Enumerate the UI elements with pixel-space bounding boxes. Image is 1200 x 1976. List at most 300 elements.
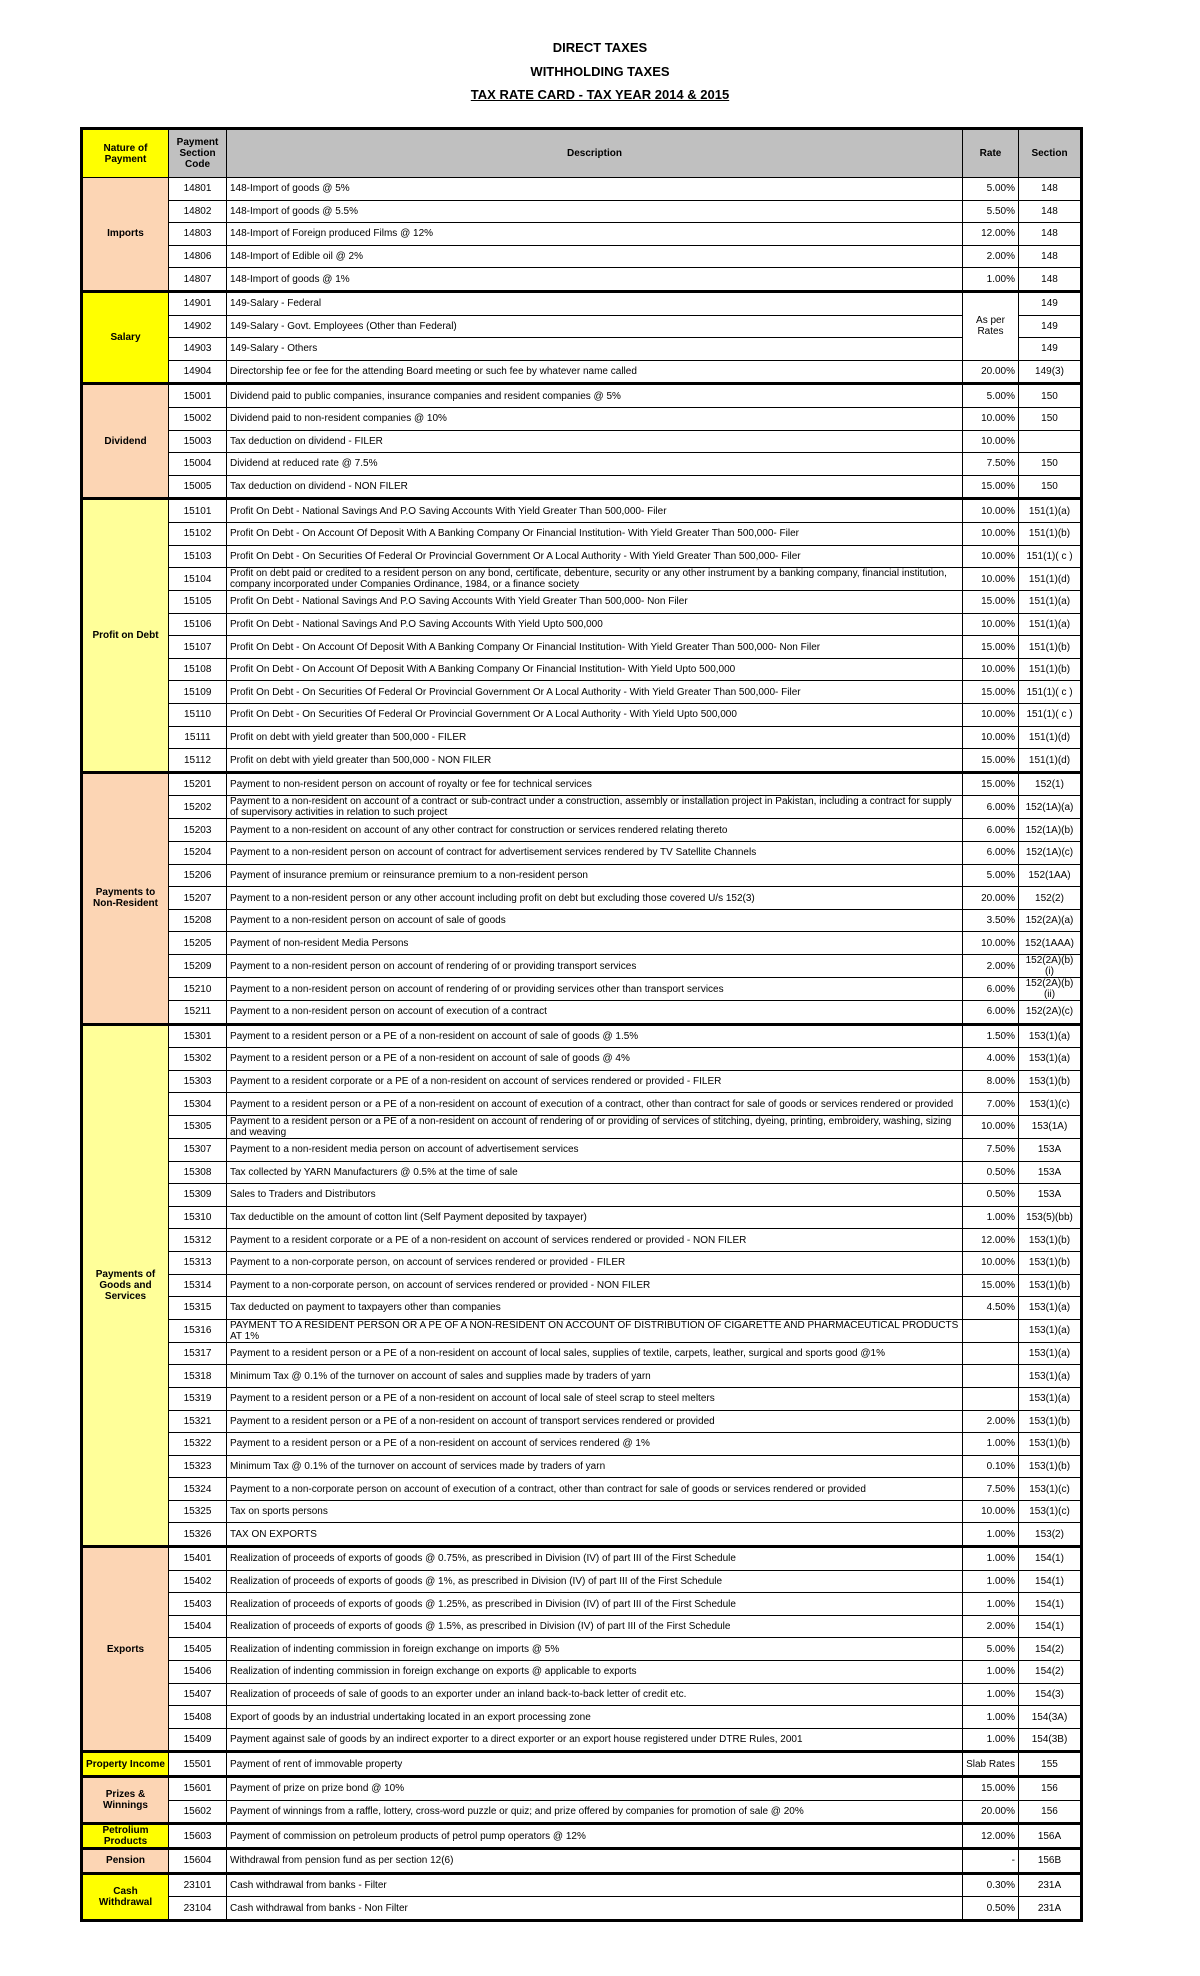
section-cell: 150: [1019, 407, 1082, 430]
section-cell: 149(3): [1019, 360, 1082, 384]
rate-cell: 1.00%: [963, 1683, 1019, 1706]
section-cell: 153(1)(c): [1019, 1500, 1082, 1523]
payment-code: 15403: [169, 1593, 227, 1616]
description-cell: Profit On Debt - National Savings And P.O Saving Accounts With Yield Greater Than 500,000- Non Filer: [227, 591, 963, 614]
description-cell: 148-Import of Foreign produced Films @ 12%: [227, 223, 963, 246]
section-cell: 148: [1019, 200, 1082, 223]
payment-code: 15314: [169, 1274, 227, 1297]
table-row: [82, 772, 1082, 796]
section-cell: 152(1A)(b): [1019, 819, 1082, 842]
table-row: [82, 636, 1082, 659]
section-cell: 148: [1019, 223, 1082, 246]
description-cell: Profit On Debt - National Savings And P.O Saving Accounts With Yield Greater Than 500,000- Filer: [227, 499, 963, 523]
description-cell: Minimum Tax @ 0.1% of the turnover on account of services made by traders of yarn: [227, 1455, 963, 1478]
table-row: [82, 1274, 1082, 1297]
payment-code: 14904: [169, 360, 227, 384]
rate-cell: 1.00%: [963, 1547, 1019, 1571]
payment-code: 15207: [169, 887, 227, 910]
table-row: [82, 291, 1082, 315]
section-cell: 152(2A)(c): [1019, 1001, 1082, 1025]
section-cell: 153(1)(a): [1019, 1297, 1082, 1320]
table-body: [82, 178, 1082, 1921]
title-rate-card: TAX RATE CARD - TAX YEAR 2014 & 2015: [470, 87, 730, 102]
section-cell: 153(1A): [1019, 1115, 1082, 1138]
rate-cell: 10.00%: [963, 658, 1019, 681]
table-row: [82, 1824, 1082, 1849]
payment-code: 15404: [169, 1615, 227, 1638]
description-cell: Payment to a resident corporate or a PE of a non-resident on account of services rendered or provided - FILER: [227, 1070, 963, 1093]
table-row: [82, 1410, 1082, 1433]
rate-cell: 10.00%: [963, 726, 1019, 749]
group-label: Payments to Non-Resident: [82, 772, 169, 1024]
table-row: [82, 568, 1082, 591]
payment-code: 15206: [169, 864, 227, 887]
rate-cell: 6.00%: [963, 819, 1019, 842]
group-label: Pension: [82, 1849, 169, 1874]
payment-code: 15407: [169, 1683, 227, 1706]
rate-cell: 15.00%: [963, 1274, 1019, 1297]
rate-cell: Slab Rates: [963, 1752, 1019, 1777]
section-cell: 153(1)(b): [1019, 1251, 1082, 1274]
table-row: [82, 1728, 1082, 1752]
rate-cell: 0.50%: [963, 1184, 1019, 1207]
rate-cell: [963, 1387, 1019, 1410]
rate-cell: 1.00%: [963, 1433, 1019, 1456]
description-cell: 148-Import of goods @ 5.5%: [227, 200, 963, 223]
section-cell: 156A: [1019, 1824, 1082, 1849]
table-row: [82, 200, 1082, 223]
table-row: [82, 932, 1082, 955]
payment-code: 23101: [169, 1873, 227, 1897]
rate-cell: 2.00%: [963, 955, 1019, 978]
rate-cell: 7.50%: [963, 1138, 1019, 1161]
rate-cell: 1.00%: [963, 1706, 1019, 1729]
rate-cell: 6.00%: [963, 978, 1019, 1001]
payment-code: 14903: [169, 338, 227, 361]
table-row: [82, 1229, 1082, 1252]
table-row: [82, 1478, 1082, 1501]
description-cell: Tax collected by YARN Manufacturers @ 0.5% at the time of sale: [227, 1161, 963, 1184]
rate-cell: 12.00%: [963, 1824, 1019, 1849]
rate-cell: 15.00%: [963, 749, 1019, 773]
payment-code: 15201: [169, 772, 227, 796]
description-cell: Payment to a non-resident person on account of rendering of or providing transport services: [227, 955, 963, 978]
payment-code: 15325: [169, 1500, 227, 1523]
section-cell: 153(1)(c): [1019, 1478, 1082, 1501]
rate-cell: 7.50%: [963, 453, 1019, 476]
table-row: [82, 1342, 1082, 1365]
table-row: [82, 384, 1082, 408]
table-row: [82, 1661, 1082, 1684]
table-row: [82, 245, 1082, 268]
description-cell: Payment of non-resident Media Persons: [227, 932, 963, 955]
table-row: [82, 1570, 1082, 1593]
description-cell: 148-Import of goods @ 5%: [227, 178, 963, 201]
section-cell: 149: [1019, 315, 1082, 338]
section-cell: 156: [1019, 1800, 1082, 1824]
section-cell: 153(1)(c): [1019, 1093, 1082, 1116]
section-cell: 153(1)(b): [1019, 1229, 1082, 1252]
description-cell: Payment of insurance premium or reinsurance premium to a non-resident person: [227, 864, 963, 887]
section-cell: 154(1): [1019, 1615, 1082, 1638]
payment-code: 15209: [169, 955, 227, 978]
rate-cell: 6.00%: [963, 1001, 1019, 1025]
section-cell: 148: [1019, 178, 1082, 201]
description-cell: Payment to a resident person or a PE of a non-resident on account of sale of goods @ 4%: [227, 1048, 963, 1071]
table-row: [82, 1638, 1082, 1661]
payment-code: 15003: [169, 430, 227, 453]
table-row: [82, 796, 1082, 819]
table-row: [82, 1849, 1082, 1874]
description-cell: Payment to a resident person or a PE of a non-resident on account of execution of a contract, other than contract for sale of goods or services rendered or provided: [227, 1093, 963, 1116]
description-cell: Tax deduction on dividend - FILER: [227, 430, 963, 453]
description-cell: Realization of proceeds of exports of goods @ 1%, as prescribed in Division (IV) of part III of the First Schedule: [227, 1570, 963, 1593]
rate-cell: 10.00%: [963, 932, 1019, 955]
table-row: [82, 1897, 1082, 1921]
rate-cell: 15.00%: [963, 636, 1019, 659]
payment-code: 15603: [169, 1824, 227, 1849]
rate-cell: 1.00%: [963, 1728, 1019, 1752]
section-cell: 153(1)(a): [1019, 1319, 1082, 1342]
description-cell: Profit On Debt - On Securities Of Federal Or Provincial Government Or A Local Authority - With Yield Greater Than 500,000- Filer: [227, 681, 963, 704]
payment-code: 15601: [169, 1777, 227, 1801]
description-cell: Sales to Traders and Distributors: [227, 1184, 963, 1207]
section-cell: 152(1A)(a): [1019, 796, 1082, 819]
payment-code: 15208: [169, 909, 227, 932]
table-row: [82, 475, 1082, 499]
section-cell: 153A: [1019, 1161, 1082, 1184]
section-cell: 153A: [1019, 1138, 1082, 1161]
rate-cell: 10.00%: [963, 1500, 1019, 1523]
description-cell: Realization of indenting commission in foreign exchange on imports @ 5%: [227, 1638, 963, 1661]
section-cell: 152(2A)(b)(ii): [1019, 978, 1082, 1001]
description-cell: Payment of commission on petroleum products of petrol pump operators @ 12%: [227, 1824, 963, 1849]
section-cell: 153(1)(b): [1019, 1070, 1082, 1093]
table-row: [82, 1706, 1082, 1729]
table-row: [82, 749, 1082, 773]
payment-code: 15102: [169, 522, 227, 545]
description-cell: Cash withdrawal from banks - Filter: [227, 1873, 963, 1897]
rate-cell: 12.00%: [963, 223, 1019, 246]
description-cell: Payment to a non-resident person on account of contract for advertisement services rendered by TV Satellite Channels: [227, 842, 963, 865]
section-cell: 154(2): [1019, 1638, 1082, 1661]
section-cell: 231A: [1019, 1873, 1082, 1897]
payment-code: 15326: [169, 1523, 227, 1547]
rate-cell: 1.50%: [963, 1024, 1019, 1048]
rate-cell: 0.50%: [963, 1897, 1019, 1921]
section-cell: 151(1)(a): [1019, 591, 1082, 614]
description-cell: Profit On Debt - On Account Of Deposit With A Banking Company Or Financial Institution- With Yield Greater Than 500,000- Filer: [227, 522, 963, 545]
table-row: [82, 1387, 1082, 1410]
payment-code: 15109: [169, 681, 227, 704]
description-cell: Withdrawal from pension fund as per section 12(6): [227, 1849, 963, 1874]
table-row: [82, 1523, 1082, 1547]
payment-code: 15202: [169, 796, 227, 819]
rate-cell: 0.50%: [963, 1161, 1019, 1184]
rate-cell: 10.00%: [963, 430, 1019, 453]
payment-code: 15319: [169, 1387, 227, 1410]
payment-code: 15302: [169, 1048, 227, 1071]
description-cell: Payment to a non-resident media person on account of advertisement services: [227, 1138, 963, 1161]
description-cell: Export of goods by an industrial undertaking located in an export processing zone: [227, 1706, 963, 1729]
section-cell: 154(1): [1019, 1570, 1082, 1593]
table-row: [82, 453, 1082, 476]
table-row: [82, 1115, 1082, 1138]
table-row: [82, 178, 1082, 201]
rate-cell: 8.00%: [963, 1070, 1019, 1093]
payment-code: 15323: [169, 1455, 227, 1478]
payment-code: 15604: [169, 1849, 227, 1874]
description-cell: Cash withdrawal from banks - Non Filter: [227, 1897, 963, 1921]
section-cell: 152(1): [1019, 772, 1082, 796]
section-cell: 154(2): [1019, 1661, 1082, 1684]
section-cell: 153(1)(a): [1019, 1387, 1082, 1410]
rate-cell: 10.00%: [963, 568, 1019, 591]
payment-code: 15104: [169, 568, 227, 591]
description-cell: 149-Salary - Federal: [227, 291, 963, 315]
table-row: [82, 842, 1082, 865]
header-nature: Nature of Payment: [82, 129, 169, 178]
table-row: [82, 268, 1082, 292]
rate-cell: 1.00%: [963, 1523, 1019, 1547]
description-cell: Payment to a non-resident person on account of execution of a contract: [227, 1001, 963, 1025]
description-cell: Payment to a resident person or a PE of a non-resident on account of services rendered @ 1%: [227, 1433, 963, 1456]
section-cell: 153(1)(a): [1019, 1024, 1082, 1048]
rate-cell: 10.00%: [963, 499, 1019, 523]
rate-cell: 10.00%: [963, 1115, 1019, 1138]
title-withholding-taxes: WITHHOLDING TAXES: [530, 63, 670, 79]
table-row: [82, 1001, 1082, 1025]
payment-code: 15204: [169, 842, 227, 865]
table-row: [82, 1365, 1082, 1388]
table-row: [82, 1683, 1082, 1706]
section-cell: 151(1)(d): [1019, 726, 1082, 749]
description-cell: Realization of indenting commission in foreign exchange on exports @ applicable to exports: [227, 1661, 963, 1684]
description-cell: Profit on debt paid or credited to a resident person on any bond, certificate, debenture, security or any other instrument by a banking company, financial institution, company incorporated under Companies Ordinance, 1984, or a finance society: [227, 568, 963, 591]
payment-code: 15002: [169, 407, 227, 430]
section-cell: 151(1)(d): [1019, 749, 1082, 773]
table-row: [82, 1184, 1082, 1207]
payment-code: 15317: [169, 1342, 227, 1365]
description-cell: Payment to a non-corporate person, on account of services rendered or provided - FILER: [227, 1251, 963, 1274]
rate-cell: 7.00%: [963, 1093, 1019, 1116]
document-titles: [0, 36, 1200, 107]
table-row: [82, 1024, 1082, 1048]
rate-cell: 10.00%: [963, 1251, 1019, 1274]
rate-cell: 0.10%: [963, 1455, 1019, 1478]
section-cell: 150: [1019, 384, 1082, 408]
section-cell: 153(1)(b): [1019, 1433, 1082, 1456]
rate-cell: 20.00%: [963, 360, 1019, 384]
payment-code: 15322: [169, 1433, 227, 1456]
description-cell: 148-Import of goods @ 1%: [227, 268, 963, 292]
header-description: Description: [227, 129, 963, 178]
rate-cell: 5.00%: [963, 1638, 1019, 1661]
description-cell: Payment to a non-corporate person on account of execution of a contract, other than contract for sale of goods or services rendered or provided: [227, 1478, 963, 1501]
description-cell: Directorship fee or fee for the attending Board meeting or such fee by whatever name called: [227, 360, 963, 384]
section-cell: 154(3B): [1019, 1728, 1082, 1752]
description-cell: Dividend paid to public companies, insurance companies and resident companies @ 5%: [227, 384, 963, 408]
section-cell: [1019, 430, 1082, 453]
payment-code: 15103: [169, 545, 227, 568]
description-cell: Payment to a non-resident person or any other account including profit on debt but excluding those covered U/s 152(3): [227, 887, 963, 910]
section-cell: 152(1AAA): [1019, 932, 1082, 955]
description-cell: 149-Salary - Others: [227, 338, 963, 361]
table-row: [82, 338, 1082, 361]
tax-rate-table: [80, 127, 1083, 1922]
description-cell: Tax deducted on payment to taxpayers other than companies: [227, 1297, 963, 1320]
description-cell: Payment to non-resident person on account of royalty or fee for technical services: [227, 772, 963, 796]
section-cell: 151(1)(a): [1019, 613, 1082, 636]
payment-code: 15111: [169, 726, 227, 749]
table-row: [82, 1500, 1082, 1523]
table-row: [82, 1319, 1082, 1342]
section-cell: 231A: [1019, 1897, 1082, 1921]
table-row: [82, 681, 1082, 704]
table-row: [82, 360, 1082, 384]
table-row: [82, 1433, 1082, 1456]
table-row: [82, 1297, 1082, 1320]
payment-code: 15005: [169, 475, 227, 499]
description-cell: Tax deduction on dividend - NON FILER: [227, 475, 963, 499]
section-cell: 152(2): [1019, 887, 1082, 910]
group-label: Salary: [82, 291, 169, 383]
table-row: [82, 955, 1082, 978]
description-cell: Payment of prize on prize bond @ 10%: [227, 1777, 963, 1801]
section-cell: 156: [1019, 1777, 1082, 1801]
group-label: Prizes & Winnings: [82, 1777, 169, 1824]
rate-cell: [963, 1319, 1019, 1342]
payment-code: 15315: [169, 1297, 227, 1320]
table-row: [82, 978, 1082, 1001]
rate-cell: 10.00%: [963, 522, 1019, 545]
section-cell: 149: [1019, 338, 1082, 361]
section-cell: 152(1A)(c): [1019, 842, 1082, 865]
section-cell: 154(1): [1019, 1593, 1082, 1616]
header-row: [82, 129, 1082, 178]
rate-cell: 10.00%: [963, 545, 1019, 568]
description-cell: Realization of proceeds of exports of goods @ 1.5%, as prescribed in Division (IV) of part III of the First Schedule: [227, 1615, 963, 1638]
rate-cell: 1.00%: [963, 268, 1019, 292]
payment-code: 15301: [169, 1024, 227, 1048]
payment-code: 15324: [169, 1478, 227, 1501]
group-label: Profit on Debt: [82, 499, 169, 773]
payment-code: 15004: [169, 453, 227, 476]
rate-cell: 5.00%: [963, 384, 1019, 408]
description-cell: Payment of rent of immovable property: [227, 1752, 963, 1777]
description-cell: Profit on debt with yield greater than 500,000 - NON FILER: [227, 749, 963, 773]
description-cell: Payment to a non-corporate person, on account of services rendered or provided - NON FILER: [227, 1274, 963, 1297]
header-rate: Rate: [963, 129, 1019, 178]
rate-cell: [963, 1365, 1019, 1388]
payment-code: 15312: [169, 1229, 227, 1252]
description-cell: Profit On Debt - On Account Of Deposit With A Banking Company Or Financial Institution- With Yield Greater Than 500,000- Non Filer: [227, 636, 963, 659]
table-row: [82, 704, 1082, 727]
table-row: [82, 223, 1082, 246]
payment-code: 15108: [169, 658, 227, 681]
table-row: [82, 1547, 1082, 1571]
payment-code: 15001: [169, 384, 227, 408]
rate-cell: 2.00%: [963, 1615, 1019, 1638]
description-cell: Payment to a resident corporate or a PE of a non-resident on account of services rendered or provided - NON FILER: [227, 1229, 963, 1252]
rate-cell: 1.00%: [963, 1661, 1019, 1684]
section-cell: 156B: [1019, 1849, 1082, 1874]
rate-cell: 20.00%: [963, 1800, 1019, 1824]
section-cell: 151(1)( c ): [1019, 681, 1082, 704]
rate-cell: 15.00%: [963, 591, 1019, 614]
section-cell: 153(1)(a): [1019, 1365, 1082, 1388]
rate-cell: 15.00%: [963, 772, 1019, 796]
payment-code: 15402: [169, 1570, 227, 1593]
rate-cell: 1.00%: [963, 1593, 1019, 1616]
description-cell: Payment to a resident person or a PE of a non-resident on account of local sales, supplies of textile, carpets, leather, surgical and sports good @1%: [227, 1342, 963, 1365]
section-cell: 150: [1019, 453, 1082, 476]
section-cell: 153(1)(b): [1019, 1274, 1082, 1297]
description-cell: Dividend at reduced rate @ 7.5%: [227, 453, 963, 476]
section-cell: 151(1)( c ): [1019, 704, 1082, 727]
rate-cell: 10.00%: [963, 704, 1019, 727]
rate-cell: 15.00%: [963, 681, 1019, 704]
rate-cell: 5.00%: [963, 178, 1019, 201]
payment-code: 15501: [169, 1752, 227, 1777]
payment-code: 15210: [169, 978, 227, 1001]
table-row: [82, 1161, 1082, 1184]
rate-cell: 3.50%: [963, 909, 1019, 932]
section-cell: 152(2A)(b)(i): [1019, 955, 1082, 978]
section-cell: 151(1)( c ): [1019, 545, 1082, 568]
section-cell: 151(1)(b): [1019, 522, 1082, 545]
table-row: [82, 407, 1082, 430]
table-row: [82, 1138, 1082, 1161]
payment-code: 15405: [169, 1638, 227, 1661]
description-cell: Realization of proceeds of exports of goods @ 0.75%, as prescribed in Division (IV) of part III of the First Schedule: [227, 1547, 963, 1571]
group-label: Payments of Goods and Services: [82, 1024, 169, 1546]
description-cell: Payment against sale of goods by an indirect exporter to a direct exporter or an export house registered under DTRE Rules, 2001: [227, 1728, 963, 1752]
header-code: Payment Section Code: [169, 129, 227, 178]
section-cell: 154(3): [1019, 1683, 1082, 1706]
rate-cell: 6.00%: [963, 796, 1019, 819]
group-label: Property Income: [82, 1752, 169, 1777]
description-cell: Dividend paid to non-resident companies @ 10%: [227, 407, 963, 430]
table-row: [82, 1593, 1082, 1616]
section-cell: 151(1)(d): [1019, 568, 1082, 591]
payment-code: 15318: [169, 1365, 227, 1388]
description-cell: Profit On Debt - On Account Of Deposit With A Banking Company Or Financial Institution- With Yield Upto 500,000: [227, 658, 963, 681]
description-cell: Payment to a non-resident on account of a contract or sub-contract under a construction, assembly or installation project in Pakistan, including a contract for supply of supervisory activities in relation to such project: [227, 796, 963, 819]
description-cell: Payment to a resident person or a PE of a non-resident on account of transport services rendered or provided: [227, 1410, 963, 1433]
section-cell: 152(2A)(a): [1019, 909, 1082, 932]
rate-cell: 4.50%: [963, 1297, 1019, 1320]
payment-code: 15321: [169, 1410, 227, 1433]
payment-code: 14806: [169, 245, 227, 268]
table-row: [82, 726, 1082, 749]
description-cell: Profit on debt with yield greater than 500,000 - FILER: [227, 726, 963, 749]
payment-code: 14803: [169, 223, 227, 246]
rate-cell: 5.50%: [963, 200, 1019, 223]
description-cell: TAX ON EXPORTS: [227, 1523, 963, 1547]
payment-code: 15305: [169, 1115, 227, 1138]
payment-code: 14801: [169, 178, 227, 201]
payment-code: 14901: [169, 291, 227, 315]
payment-code: 14807: [169, 268, 227, 292]
payment-code: 15303: [169, 1070, 227, 1093]
payment-code: 15308: [169, 1161, 227, 1184]
header-section: Section: [1019, 129, 1082, 178]
section-cell: 150: [1019, 475, 1082, 499]
description-cell: Profit On Debt - National Savings And P.O Saving Accounts With Yield Upto 500,000: [227, 613, 963, 636]
payment-code: 15409: [169, 1728, 227, 1752]
table-row: [82, 658, 1082, 681]
